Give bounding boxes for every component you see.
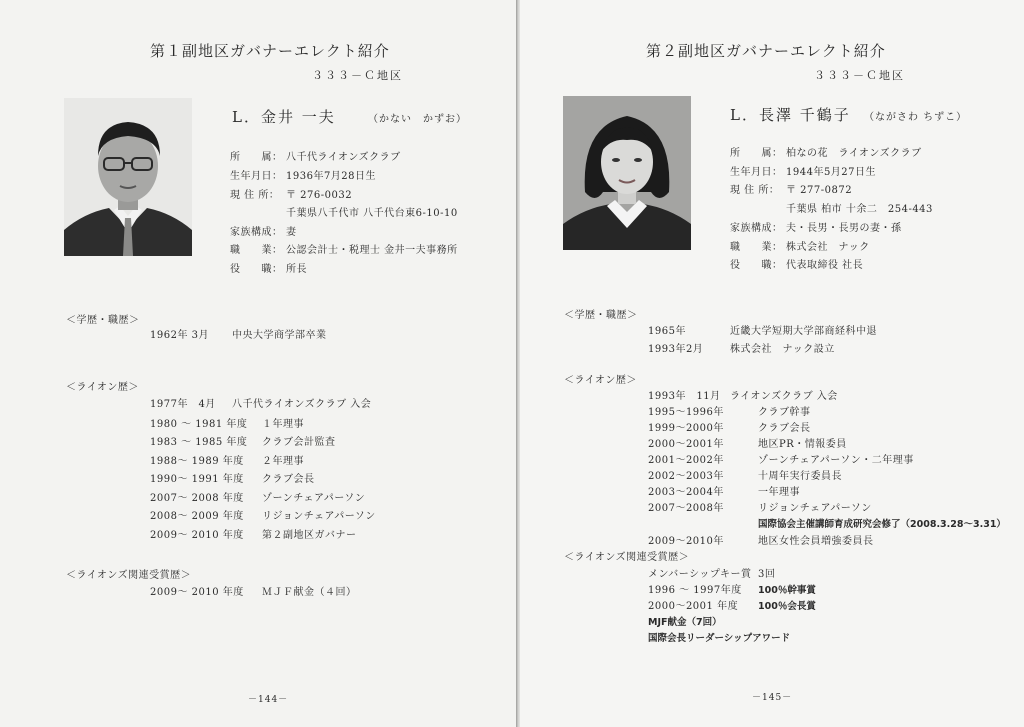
history-date: 2003～2004年 (648, 487, 724, 498)
info-label: 現 住 所： (230, 190, 280, 201)
section-header-education: ＜学歴・職歴＞ (66, 315, 140, 326)
history-text: 100％幹事賞 (758, 585, 816, 596)
history-date: 2009～2010年 (648, 536, 724, 547)
page-title: 第１副地区ガバナーエレクト紹介 (150, 42, 390, 60)
history-text: クラブ幹事 (758, 407, 811, 418)
history-text: クラブ会長 (758, 423, 811, 434)
info-value: 千葉県 柏市 十余二 254-443 (786, 204, 933, 215)
history-date: 1962年 3月 (150, 330, 209, 341)
info-label: 所 属： (230, 152, 283, 163)
history-text: クラブ会長 (262, 474, 315, 485)
history-text: 十周年実行委員長 (758, 471, 842, 482)
history-text: ゾーンチェアパーソン (262, 493, 366, 504)
info-value: 八千代ライオンズクラブ (286, 152, 401, 163)
history-text: ＭＪＦ献金（４回） (262, 587, 357, 598)
history-text: 中央大学商学部卒業 (232, 330, 327, 341)
history-date: 1993年 11月 (648, 391, 721, 402)
page-145 (520, 0, 1024, 727)
history-text: 一年理事 (758, 487, 800, 498)
history-date: 2008～ 2009 年度 (150, 511, 244, 522)
section-header-lions: ＜ライオン歴＞ (66, 382, 139, 393)
info-value: 1936年7月28日生 (286, 171, 377, 182)
history-date: 2007～ 2008 年度 (150, 493, 244, 504)
history-date: 2009～ 2010 年度 (150, 587, 244, 598)
section-header-awards: ＜ライオンズ関連受賞歴＞ (564, 552, 690, 563)
history-date: 2000～2001年 (648, 439, 724, 450)
info-value: 夫・長男・長男の妻・孫 (786, 223, 902, 234)
page-title: 第２副地区ガバナーエレクト紹介 (646, 42, 886, 60)
history-text: 地区女性会員増強委員長 (758, 536, 874, 547)
section-header-education: ＜学歴・職歴＞ (564, 310, 638, 321)
page-number: －145－ (752, 693, 793, 703)
history-date: 1990～ 1991 年度 (150, 474, 244, 485)
person-name: L．長澤 千鶴子 (730, 106, 851, 124)
history-date: 1995～1996年 (648, 407, 724, 418)
history-text: ゾーンチェアパーソン・二年理事 (758, 455, 914, 466)
history-text: クラブ会計監査 (262, 437, 336, 448)
history-text: ライオンズクラブ 入会 (730, 391, 838, 402)
info-value: 公認会計士・税理士 金井一夫事務所 (286, 245, 458, 256)
section-header-lions: ＜ライオン歴＞ (564, 375, 637, 386)
info-value: 千葉県八千代市 八千代台東6-10-10 (286, 208, 458, 219)
history-date: 1993年2月 (648, 344, 704, 355)
info-label: 役 職： (230, 264, 283, 275)
info-label: 職 業： (730, 242, 783, 253)
info-value: 所長 (286, 264, 307, 275)
history-text: 第２副地区ガバナー (262, 530, 357, 541)
section-header-awards: ＜ライオンズ関連受賞歴＞ (66, 570, 192, 581)
info-value: 〒 277-0872 (786, 185, 853, 196)
person-name-kana: （かない かずお） (368, 114, 467, 125)
history-date: 1983 ～ 1985 年度 (150, 437, 248, 448)
history-text: 3回 (758, 569, 776, 580)
history-text: 近畿大学短期大学部商経科中退 (730, 326, 877, 337)
history-date: 2007～2008年 (648, 503, 724, 514)
info-value: 妻 (286, 227, 297, 238)
history-date: 2001～2002年 (648, 455, 724, 466)
history-text: 八千代ライオンズクラブ 入会 (232, 399, 372, 410)
district-label: ３３３－Ｃ地区 (814, 69, 905, 82)
info-label: 所 属： (730, 148, 783, 159)
person-name: L．金井 一夫 (232, 108, 336, 126)
history-date: 1988～ 1989 年度 (150, 456, 244, 467)
history-text: リジョンチェアパーソン (262, 511, 376, 522)
portrait-man-image (64, 98, 192, 256)
history-date: 2009～ 2010 年度 (150, 530, 244, 541)
history-note: 国際会長リーダーシップアワード (648, 633, 791, 644)
history-text: １年理事 (262, 419, 304, 430)
history-date: 2000～2001 年度 (648, 601, 739, 612)
history-text: ２年理事 (262, 456, 304, 467)
info-value: 1944年5月27日生 (786, 167, 877, 178)
history-text: 100％会長賞 (758, 601, 816, 612)
info-value: 株式会社 ナック (786, 242, 870, 253)
info-label: 現 住 所： (730, 185, 780, 196)
history-date: 1996 ～ 1997年度 (648, 585, 742, 596)
info-value: 〒 276-0032 (286, 190, 353, 201)
info-label: 役 職： (730, 260, 783, 271)
history-note: MJF献金（7回） (648, 617, 722, 628)
info-value: 代表取締役 社長 (786, 260, 864, 271)
history-date: 1999～2000年 (648, 423, 724, 434)
history-date: 1977年 4月 (150, 399, 216, 410)
history-note: 国際協会主催講師育成研究会修了（2008.3.28～3.31） (758, 519, 1006, 530)
info-label: 職 業： (230, 245, 283, 256)
history-text: 株式会社 ナック設立 (730, 344, 835, 355)
history-date: 2002～2003年 (648, 471, 724, 482)
info-label: 生年月日： (730, 167, 783, 178)
info-label: 家族構成： (730, 223, 783, 234)
info-label: 家族構成： (230, 227, 283, 238)
district-label: ３３３－Ｃ地区 (312, 69, 403, 82)
portrait-woman-image (563, 96, 691, 250)
history-date: 1965年 (648, 326, 686, 337)
portrait-photo (64, 98, 192, 256)
person-name-kana: （ながさわ ちずこ） (864, 112, 968, 123)
history-date: 1980 ～ 1981 年度 (150, 419, 248, 430)
history-text: リジョンチェアパーソン (758, 503, 872, 514)
history-text: 地区PR・情報委員 (758, 439, 847, 450)
info-label: 生年月日： (230, 171, 283, 182)
history-date: メンバーシップキー賞 (648, 569, 752, 580)
page-number: －144－ (248, 695, 289, 705)
info-value: 柏なの花 ライオンズクラブ (786, 148, 922, 159)
portrait-photo (563, 96, 691, 250)
